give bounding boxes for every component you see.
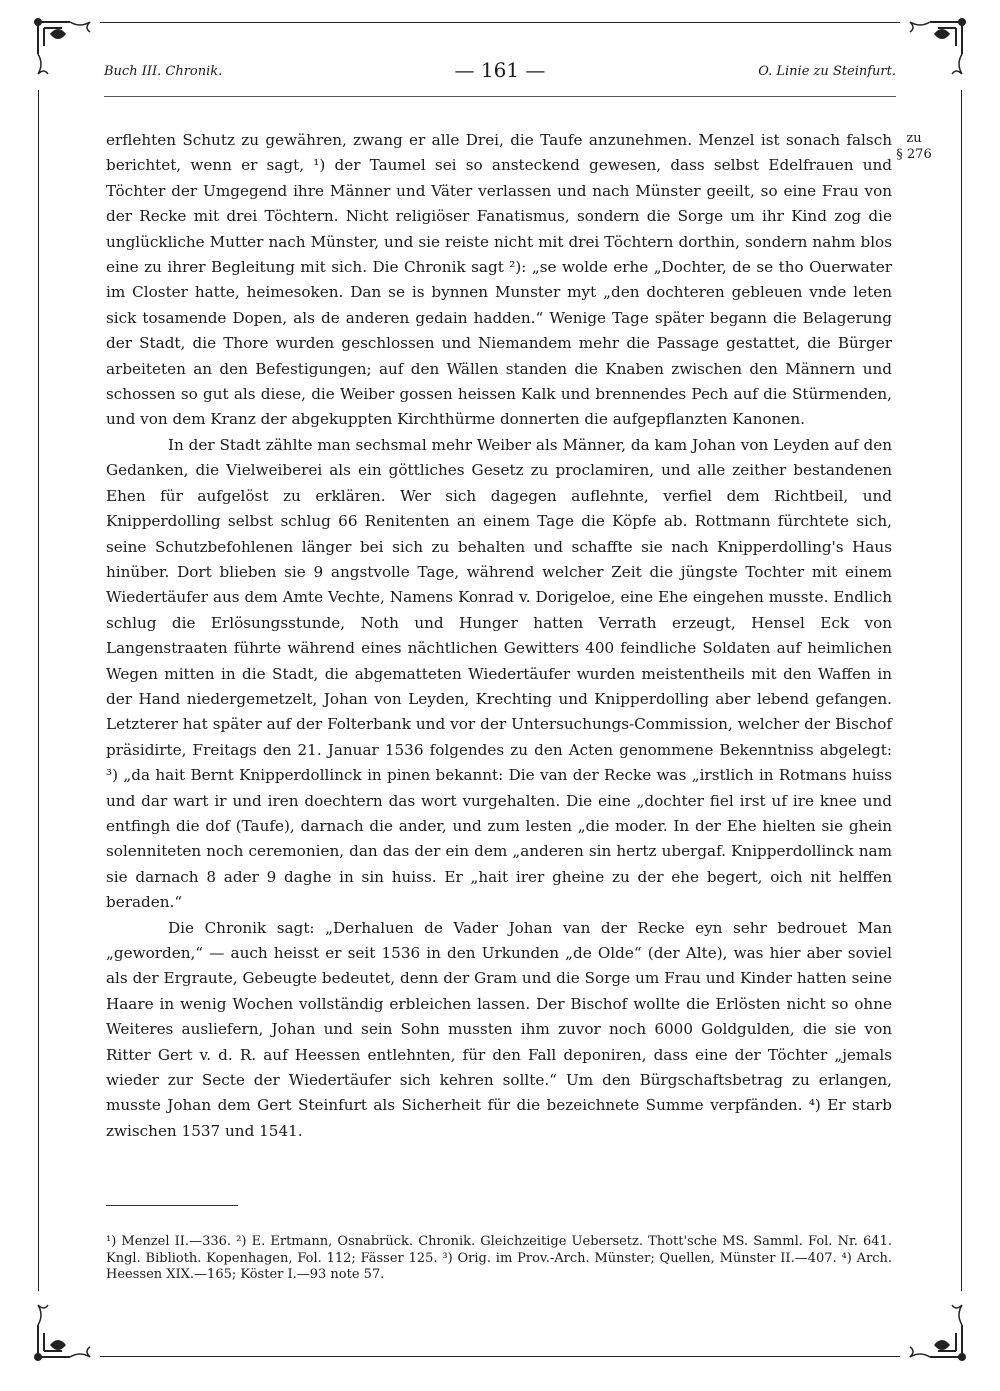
frame-top-border xyxy=(100,22,900,23)
ornament-corner-icon xyxy=(900,14,970,84)
margin-note-line1: zu xyxy=(906,131,922,146)
frame-left-border xyxy=(38,90,39,1291)
header-book-chapter: Buch III. Chronik. xyxy=(104,64,223,79)
frame-bottom-border xyxy=(100,1356,900,1357)
ornament-corner-icon xyxy=(30,1295,100,1365)
paragraph-1: erflehten Schutz zu gewähren, zwang er alle Drei, die Taufe anzunehmen. Menzel ist sonach falsch berichtet, wenn er sagt, ¹) der Taumel sei so ansteckend gewesen, dass selbst Edelfrauen und Töchter der Umgegend ihre Männer und Väter verlassen und nach Münster geeilt, so eine Frau von der Recke mit drei Töchtern. Nicht religiöser Fanatismus, sondern die Sorge um ihr Kind zog die unglückliche Mutter nach Münster, und sie reiste nicht mit drei Töchtern dorthin, sondern nahm blos eine zu ihrer Begleitung mit sich. Die Chronik sagt ²): „se wolde erhe „Dochter, de se tho Ouerwater im Closter hatte, heimesoken. Dan se is bynnen Munster myt „den dochteren gebleuen vnde leten sick tosamende Dopen, als de anderen gedain hadden.“ Wenige Tage später begann die Belagerung der Stadt, die Thore wurden geschlossen und Niemandem mehr die Passage gestattet, die Bürger arbeiteten an den Befestigungen; auf den Wällen standen die Knaben zwischen den Männern und schossen so gut als diese, die Weiber gossen heissen Kalk und brennendes Pech auf die Stürmenden, und von dem Kranz der abgekuppten Kirchthürme donnerten die aufgepflanzten Kanonen. xyxy=(106,131,892,429)
footnotes: ¹) Menzel II.—336. ²) E. Ertmann, Osnabrück. Chronik. Gleichzeitige Uebersetz. Thott'sche MS. Samml. Fol. Nr. 641. Kngl. Biblioth. Kopenhagen, Fol. 112; Fässer 125. ³) Orig. im Prov.-Arch. Münster; Quellen, Münster II.—407. ⁴) Arch. Heessen XIX.—165; Köster I.—93 note 57. xyxy=(106,1234,892,1282)
paragraph-2: In der Stadt zählte man sechsmal mehr Weiber als Männer, da kam Johan von Leyden auf den Gedanken, die Vielweiberei als ein göttliches Gesetz zu proclamiren, und alle zeither bestandenen Ehen für aufgelöst zu erklären. Wer sich dagegen auflehnte, verfiel dem Richtbeil, und Knipperdolling selbst schlug 66 Renitenten an einem Tage die Köpfe ab. Rottmann fürchtete sich, seine Schutzbefohlenen länger bei sich zu behalten und schaffte sie nach Knipperdolling's Haus hinüber. Dort blieben sie 9 angstvolle Tage, während welcher Zeit die jüngste Tochter mit einem Wiedertäufer aus dem Amte Vechte, Namens Konrad v. Dorigeloe, eine Ehe eingehen musste. Endlich schlug die Erlösungsstunde, Noth und Hunger hatten Verrath erzeugt, Hensel Eck von Langenstraaten führte während eines nächtlichen Gewitters 400 feindliche Soldaten auf heimlichen Wegen mitten in die Stadt, die abgematteten Wiedertäufer wurden meistentheils mit den Waffen in der Hand niedergemetzelt, Johan von Leyden, Krechting und Knipperdolling aber lebend gefangen. Letzterer hat später auf der Folterbank und vor der Untersuchungs-Commission, welcher der Bischof präsidirte, Freitags den 21. Januar 1536 folgendes zu den Acten genommene Bekenntniss abgelegt: ³) „da hait Bernt Knipperdollinck in pinen bekannt: Die van der Recke was „irstlich in Rotmans huiss und dar wart ir und iren doechtern das wort vurgehalten. Die eine „dochter fiel irst uf ire knee und entfingh die dof (Taufe), darnach die ander, und zum lesten „die moder. In der Ehe hielten sie ghein solenniteten noch ceremonien, dan das der ein dem „anderen sin hertz ubergaf. Knipperdollinck nam sie darnach 8 ader 9 daghe in sin huiss. Er „hait irer gheine zu der ehe begert, oich nit helffen beraden.“ xyxy=(106,435,892,912)
ornament-corner-icon xyxy=(900,1295,970,1365)
paragraph-3: Die Chronik sagt: „Derhaluen de Vader Johan van der Recke eyn sehr bedrouet Man „geworden,“ — auch heisst er seit 1536 in den Urkunden „de Olde“ (der Alte), was hier aber soviel als der Ergraute, Gebeugte bedeutet, denn der Gram und die Sorge um Frau und Kinder hatten seine Haare in wenig Wochen vollständig erbleichen lassen. Der Bischof wollte die Erlösten nicht so ohne Weiteres ausliefern, Johan und sein Sohn mussten ihm zuvor noch 6000 Goldgulden, die sie von Ritter Gert v. d. R. auf Heessen entlehnten, für den Fall deponiren, dass eine der Töchter „jemals wieder zur Secte der Wiedertäufer sich kehren sollte.“ Um den Bürgschaftsbetrag zu erlangen, musste Johan dem Gert Steinfurt als Sicherheit für die bezeichnete Summe verpfänden. ⁴) Er starb zwischen 1537 und 1541. xyxy=(106,918,892,1140)
margin-note xyxy=(894,131,934,163)
running-header xyxy=(104,58,896,88)
frame-right-border xyxy=(961,90,962,1291)
footnote-rule xyxy=(106,1205,238,1206)
header-rule xyxy=(104,96,896,97)
margin-note-line2: § 276 xyxy=(896,147,932,162)
page-number: — 161 — xyxy=(454,58,546,82)
ornament-corner-icon xyxy=(30,14,100,84)
main-text xyxy=(106,128,892,1144)
header-section: O. Linie zu Steinfurt. xyxy=(758,64,896,79)
